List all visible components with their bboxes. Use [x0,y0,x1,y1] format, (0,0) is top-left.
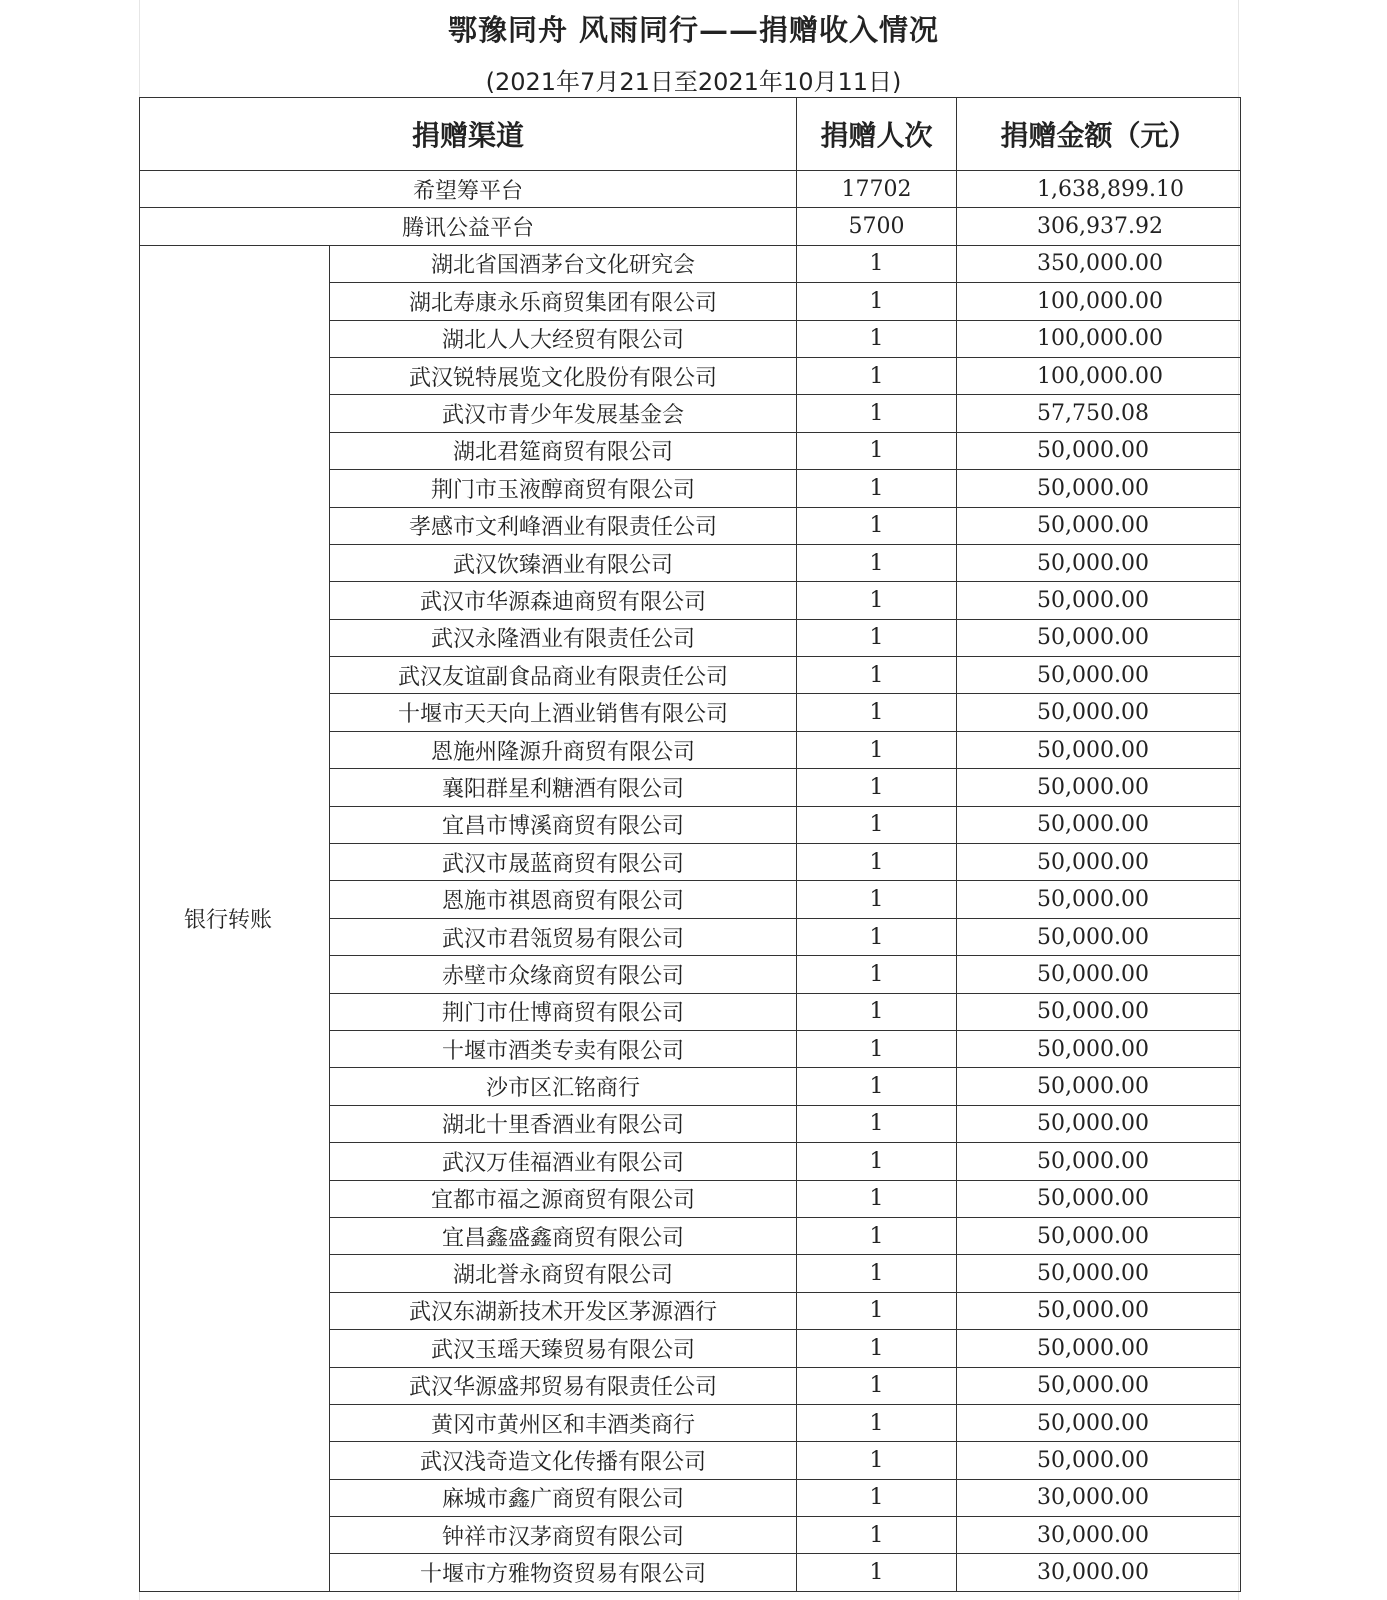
donor-name-cell: 十堰市酒类专卖有限公司 [330,1030,797,1067]
donor-name-cell: 武汉万佳福酒业有限公司 [330,1143,797,1180]
donation-count-cell: 1 [797,769,957,806]
table-row [140,171,1241,208]
donor-name-cell: 武汉市华源森迪商贸有限公司 [330,582,797,619]
header-channel: 捐赠渠道 [140,98,797,171]
donation-count-cell: 1 [797,956,957,993]
donation-count-cell: 1 [797,357,957,394]
donor-name-cell: 武汉浅奇造文化传播有限公司 [330,1442,797,1479]
donor-name-cell: 宜昌鑫盛鑫商贸有限公司 [330,1217,797,1254]
donor-name-cell: 武汉华源盛邦贸易有限责任公司 [330,1367,797,1404]
donor-name-cell: 湖北十里香酒业有限公司 [330,1105,797,1142]
donation-count-cell: 1 [797,544,957,581]
donor-name-cell: 湖北人人大经贸有限公司 [330,320,797,357]
donation-amount-cell: 50,000.00 [957,1442,1241,1479]
donor-name-cell: 武汉玉瑶天臻贸易有限公司 [330,1330,797,1367]
header-count: 捐赠人次 [797,98,957,171]
donation-amount-cell: 50,000.00 [957,1367,1241,1404]
donor-name-cell: 武汉市青少年发展基金会 [330,395,797,432]
table-row [140,208,1241,245]
donor-name-cell: 荆门市仕博商贸有限公司 [330,993,797,1030]
donation-count-cell: 1 [797,320,957,357]
donation-count-cell: 1 [797,694,957,731]
donation-amount-cell: 50,000.00 [957,918,1241,955]
donation-count-cell: 1 [797,1367,957,1404]
table-header-row [140,98,1241,171]
donation-amount-cell: 50,000.00 [957,1068,1241,1105]
donation-amount-cell: 50,000.00 [957,881,1241,918]
donation-amount-cell: 50,000.00 [957,544,1241,581]
donor-name-cell: 钟祥市汉茅商贸有限公司 [330,1517,797,1554]
donation-amount-cell: 50,000.00 [957,1292,1241,1329]
donor-name-cell: 麻城市鑫广商贸有限公司 [330,1479,797,1516]
donation-amount-cell: 50,000.00 [957,993,1241,1030]
donation-count-cell: 1 [797,1030,957,1067]
donor-name-cell: 孝感市文利峰酒业有限责任公司 [330,507,797,544]
donation-count-cell: 1 [797,1217,957,1254]
donation-amount-cell: 50,000.00 [957,1404,1241,1441]
donation-count-cell: 1 [797,582,957,619]
donation-amount-cell: 30,000.00 [957,1479,1241,1516]
donor-name-cell: 湖北誉永商贸有限公司 [330,1255,797,1292]
donor-name-cell: 武汉友谊副食品商业有限责任公司 [330,657,797,694]
donor-name-cell: 湖北君筵商贸有限公司 [330,432,797,469]
donation-count-cell: 1 [797,432,957,469]
donation-amount-cell: 50,000.00 [957,432,1241,469]
donation-amount-cell: 306,937.92 [957,208,1241,245]
donor-name-cell: 赤壁市众缘商贸有限公司 [330,956,797,993]
donor-name-cell: 武汉锐特展览文化股份有限公司 [330,357,797,394]
donation-amount-cell: 50,000.00 [957,1217,1241,1254]
donation-count-cell: 17702 [797,171,957,208]
donation-amount-cell: 50,000.00 [957,507,1241,544]
header-amount: 捐赠金额（元） [957,98,1241,171]
donation-amount-cell: 50,000.00 [957,1030,1241,1067]
donor-name-cell: 沙市区汇铭商行 [330,1068,797,1105]
donation-amount-cell: 50,000.00 [957,470,1241,507]
donation-count-cell: 5700 [797,208,957,245]
donation-count-cell: 1 [797,470,957,507]
donation-count-cell: 1 [797,283,957,320]
donation-count-cell: 1 [797,1255,957,1292]
donation-count-cell: 1 [797,1105,957,1142]
donation-amount-cell: 50,000.00 [957,806,1241,843]
donation-count-cell: 1 [797,844,957,881]
donation-count-cell: 1 [797,1554,957,1591]
donor-name-cell: 荆门市玉液醇商贸有限公司 [330,470,797,507]
donation-count-cell: 1 [797,1404,957,1441]
donation-amount-cell: 50,000.00 [957,694,1241,731]
donation-count-cell: 1 [797,1517,957,1554]
donation-amount-cell: 50,000.00 [957,769,1241,806]
donation-amount-cell: 1,638,899.10 [957,171,1241,208]
donation-amount-cell: 50,000.00 [957,1105,1241,1142]
page-title: 鄂豫同舟 风雨同行——捐赠收入情况 [447,13,940,47]
donation-count-cell: 1 [797,918,957,955]
table-row [140,245,1241,282]
donation-count-cell: 1 [797,619,957,656]
donation-count-cell: 1 [797,245,957,282]
donation-amount-cell: 50,000.00 [957,956,1241,993]
donation-amount-cell: 50,000.00 [957,1330,1241,1367]
donation-amount-cell: 30,000.00 [957,1554,1241,1591]
donation-amount-cell: 50,000.00 [957,1143,1241,1180]
donor-name-cell: 武汉永隆酒业有限责任公司 [330,619,797,656]
donation-count-cell: 1 [797,395,957,432]
donor-name-cell: 襄阳群星利糖酒有限公司 [330,769,797,806]
donation-count-cell: 1 [797,1442,957,1479]
donation-amount-cell: 50,000.00 [957,582,1241,619]
donor-name-cell: 十堰市天天向上酒业销售有限公司 [330,694,797,731]
donor-name-cell: 恩施市祺恩商贸有限公司 [330,881,797,918]
donation-count-cell: 1 [797,507,957,544]
donation-count-cell: 1 [797,731,957,768]
channel-name-cell: 腾讯公益平台 [140,208,797,245]
donation-amount-cell: 100,000.00 [957,357,1241,394]
donation-amount-cell: 50,000.00 [957,619,1241,656]
date-range-subtitle: (2021年7月21日至2021年10月11日) [485,68,902,96]
bank-transfer-label: 银行转账 [140,245,330,1591]
donation-amount-cell: 100,000.00 [957,320,1241,357]
donor-name-cell: 武汉市晟蓝商贸有限公司 [330,844,797,881]
donation-table [139,97,1241,1592]
donation-amount-cell: 50,000.00 [957,1255,1241,1292]
donation-amount-cell: 30,000.00 [957,1517,1241,1554]
donation-count-cell: 1 [797,1292,957,1329]
donor-name-cell: 武汉饮臻酒业有限公司 [330,544,797,581]
donor-name-cell: 湖北寿康永乐商贸集团有限公司 [330,283,797,320]
donation-amount-cell: 50,000.00 [957,1180,1241,1217]
donation-table-body [140,98,1241,1592]
donation-count-cell: 1 [797,1180,957,1217]
donation-amount-cell: 50,000.00 [957,844,1241,881]
donor-name-cell: 湖北省国酒茅台文化研究会 [330,245,797,282]
donor-name-cell: 武汉市君瓴贸易有限公司 [330,918,797,955]
donation-count-cell: 1 [797,993,957,1030]
donation-amount-cell: 57,750.08 [957,395,1241,432]
donor-name-cell: 恩施州隆源升商贸有限公司 [330,731,797,768]
donation-amount-cell: 50,000.00 [957,657,1241,694]
donor-name-cell: 黄冈市黄州区和丰酒类商行 [330,1404,797,1441]
channel-name-cell: 希望筹平台 [140,171,797,208]
donation-count-cell: 1 [797,1479,957,1516]
donation-count-cell: 1 [797,806,957,843]
donation-count-cell: 1 [797,657,957,694]
donation-amount-cell: 350,000.00 [957,245,1241,282]
donation-count-cell: 1 [797,1068,957,1105]
donation-count-cell: 1 [797,881,957,918]
donation-count-cell: 1 [797,1143,957,1180]
donation-amount-cell: 50,000.00 [957,731,1241,768]
donor-name-cell: 十堰市方雅物资贸易有限公司 [330,1554,797,1591]
donor-name-cell: 宜都市福之源商贸有限公司 [330,1180,797,1217]
donation-count-cell: 1 [797,1330,957,1367]
donor-name-cell: 武汉东湖新技术开发区茅源酒行 [330,1292,797,1329]
donor-name-cell: 宜昌市博溪商贸有限公司 [330,806,797,843]
donation-amount-cell: 100,000.00 [957,283,1241,320]
